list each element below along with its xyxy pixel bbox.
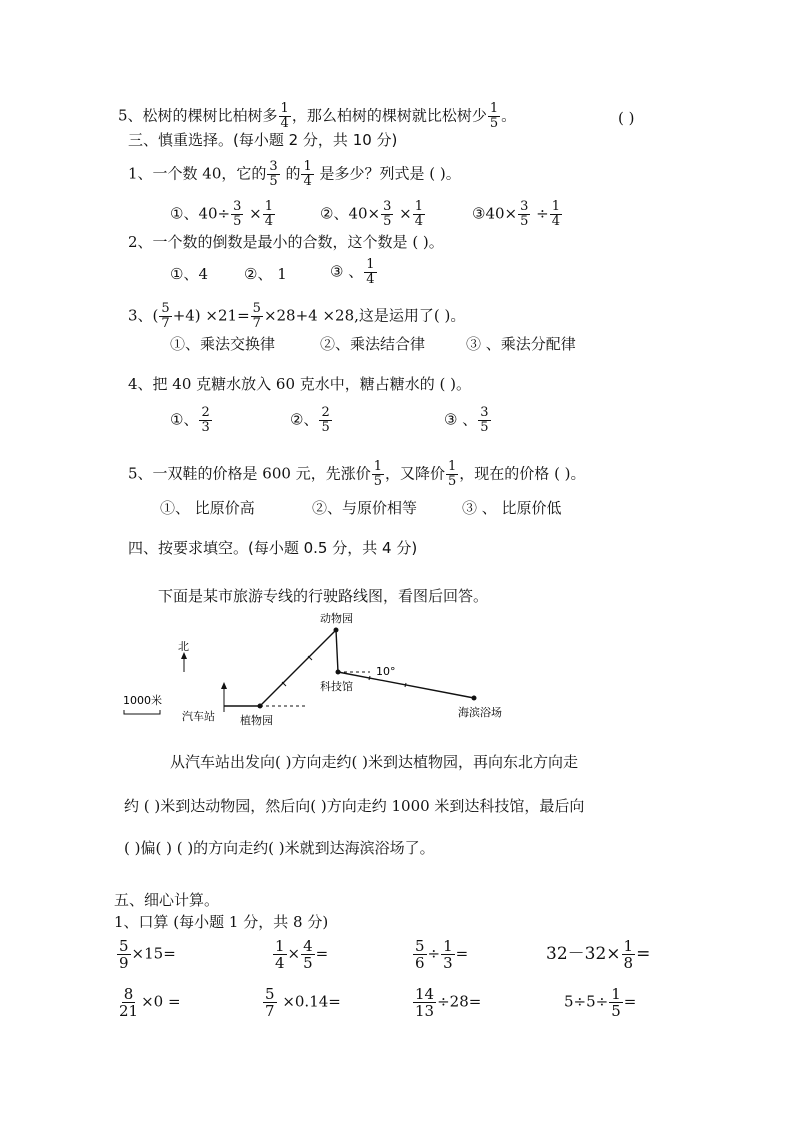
option-3[interactable]: ③ 、乘法分配律 [466,335,576,353]
scale-label: 1000米 [123,694,162,707]
option-3[interactable]: ③ 、 $\frac{3}{5}$ [444,405,489,435]
fraction: $\frac{1}{4}$ [280,101,289,131]
option-3[interactable]: ③ 、 比原价低 [462,499,562,517]
option-2[interactable]: ②、40× $\frac{3}{5}$ × $\frac{1}{4}$ [320,199,424,229]
option-3[interactable]: ③40× $\frac{3}{5}$ ÷ $\frac{1}{4}$ [472,199,561,229]
route-zoo-science [336,630,338,672]
option-1[interactable]: ①、4 [170,265,208,283]
fill-line-1[interactable]: 从汽车站出发向( )方向走约( )米到达植物园，再向东北方向走 [170,753,578,771]
zoo-point [334,628,339,633]
science-point [336,670,341,675]
option-1[interactable]: ①、乘法交换律 [170,335,276,353]
answer-paren[interactable]: ( ) [618,109,635,127]
route-botanical-zoo [260,630,336,706]
calc-item-6[interactable]: $\frac{5}{7}$ ×0.14= [265,985,341,1020]
route-map [120,612,540,732]
option-2[interactable]: ②、乘法结合律 [320,335,426,353]
fill-line-3[interactable]: ( )偏( ) ( )的方向走约( )米就到达海滨浴场了。 [124,839,435,857]
option-1[interactable]: ①、 比原价高 [160,499,255,517]
botanical-point [258,704,263,709]
intro-text: 下面是某市旅游专线的行驶路线图，看图后回答。 [158,587,489,605]
subsection-title: 1、口算 (每小题 1 分，共 8 分) [114,913,329,931]
tf-question-5: 5、松树的棵树比柏树多 $\frac{1}{4}$ ，那么柏树的棵树就比松树少 $\frac{1}{5}$ 。 [118,101,517,131]
choice-question-4: 4、把 40 克糖水放入 60 克水中，糖占糖水的 ( )。 [128,375,472,393]
section-title: 四、按要求填空。(每小题 0.5 分，共 4 分) [128,539,418,557]
option-3[interactable]: ③ 、 $\frac{1}{4}$ [330,257,375,287]
calc-item-7[interactable]: $\frac{14}{13}$ ÷28= [415,985,482,1020]
scale-bar [124,710,160,714]
botanical-label: 植物园 [240,714,273,727]
fraction: $\frac{3}{5}$ [269,159,278,189]
fill-line-2[interactable]: 约 ( )米到达动物园，然后向( )方向走约 1000 米到达科技馆，最后向 [124,797,585,815]
section-title: 三、慎重选择。(每小题 2 分，共 10 分) [128,131,398,149]
zoo-label: 动物园 [320,612,353,625]
fraction: $\frac{1}{4}$ [303,159,312,189]
science-label: 科技馆 [320,680,353,693]
beach-label: 海滨浴场 [458,706,502,719]
choice-question-1: 1、一个数 40，它的 $\frac{3}{5}$ 的 $\frac{1}{4}$ 是多少？列式是 ( )。 [128,159,461,189]
angle-label: 10° [376,665,396,678]
calc-item-1[interactable]: $\frac{5}{9}$ ×15= [119,937,176,972]
fraction: $\frac{1}{5}$ [489,101,499,131]
option-2[interactable]: ②、 1 [244,265,287,283]
station-arrowhead-icon [221,682,227,689]
north-arrowhead-icon [181,652,187,659]
beach-point [472,696,477,701]
option-2[interactable]: ②、与原价相等 [312,499,418,517]
north-label: 北 [178,640,189,653]
calc-item-2[interactable]: $\frac{1}{4}$ × $\frac{4}{5}$ = [275,937,329,972]
calc-item-4[interactable]: 32－32× $\frac{1}{8}$ = [546,937,651,972]
option-2[interactable]: ②、 $\frac{2}{5}$ [290,405,330,435]
calc-item-8[interactable]: 5÷5÷ $\frac{1}{5}$ = [564,985,637,1020]
question-text: 5、松树的棵树比柏树多 [118,106,278,125]
option-1[interactable]: ①、 $\frac{2}{3}$ [170,405,210,435]
question-text: ，那么柏树的棵树就比松树少 [291,106,487,125]
calc-item-3[interactable]: $\frac{5}{6}$ ÷ $\frac{1}{3}$ = [415,937,469,972]
choice-question-5: 5、一双鞋的价格是 600 元，先涨价 $\frac{1}{5}$ ，又降价 $\frac{1}{5}$ ，现在的价格 ( )。 [128,459,586,489]
calc-item-5[interactable]: $\frac{8}{21}$ ×0 = [119,985,181,1020]
choice-question-3: 3、( $\frac{5}{7}$ +4) ×21= $\frac{5}{7}$ ×28+4 ×28,这是运用了( )。 [128,301,466,331]
choice-question-2: 2、一个数的倒数是最小的合数，这个数是 ( )。 [128,233,444,251]
option-1[interactable]: ①、40÷ $\frac{3}{5}$ × $\frac{1}{4}$ [170,199,274,229]
bus-station-label: 汽车站 [182,710,215,723]
section-title: 五、细心计算。 [114,891,220,909]
